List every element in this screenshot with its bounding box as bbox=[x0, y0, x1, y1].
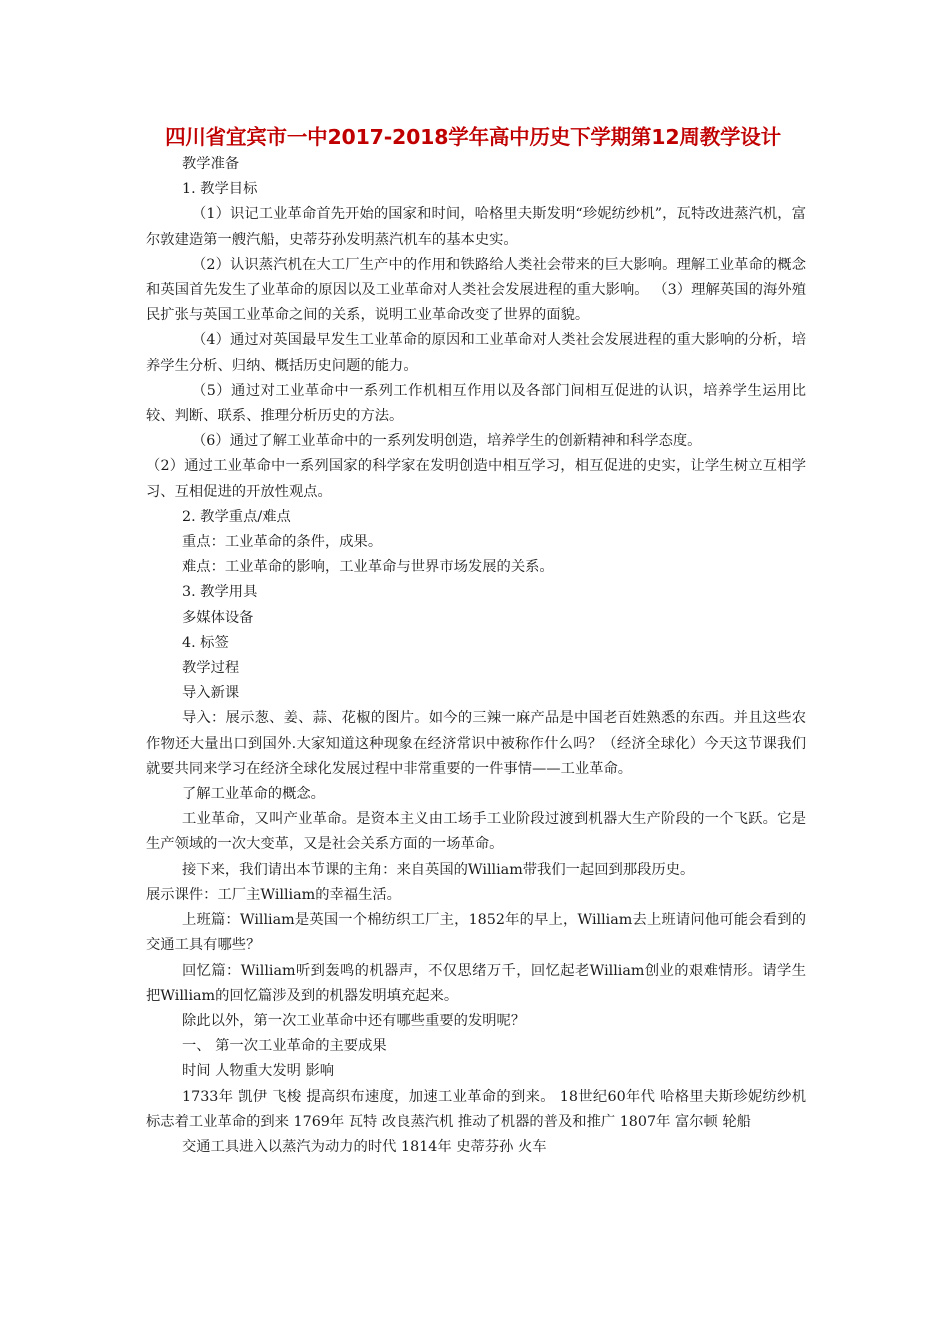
paragraph: 重点：工业革命的条件，成果。 bbox=[182, 534, 383, 551]
paragraph: 展示课件：工厂主William的幸福生活。 bbox=[146, 886, 401, 903]
paragraph: 多媒体设备 bbox=[182, 609, 254, 626]
paragraph: （6）通过了解工业革命中的一系列发明创造，培养学生的创新精神和科学态度。 bbox=[192, 433, 702, 450]
paragraph: 回忆篇：William听到轰鸣的机器声，不仅思绪万千，回忆起老William创业的艰难情形。请学生把William的回忆篇涉及到的机器发明填充起来。 bbox=[146, 962, 806, 1004]
paragraph: 一、 第一次工业革命的主要成果 bbox=[182, 1038, 387, 1055]
paragraph: （5）通过对工业革命中一系列工作机相互作用以及各部门间相互促进的认识，培养学生运用比较、判断、联系、推理分析历史的方法。 bbox=[146, 382, 806, 425]
paragraph: 除此以外，第一次工业革命中还有哪些重要的发明呢？ bbox=[182, 1012, 526, 1029]
paragraph: （2）认识蒸汽机在大工厂生产中的作用和铁路给人类社会带来的巨大影响。理解工业革命的概念和英国首先发生了业革命的原因以及工业革命对人类社会发展进程的重大影响。 （3）理解英国的海外殖民扩张与英国工业革命之间的关系，说明工业革命改变了世界的面貌。 bbox=[146, 256, 806, 324]
paragraph: 时间 人物重大发明 影响 bbox=[182, 1063, 335, 1080]
paragraph: 导入：展示葱、姜、蒜、花椒的图片。如今的三辣一麻产品是中国老百姓熟悉的东西。并且这些农作物还大量出口到国外.大家知道这种现象在经济常识中被称作什么吗？（经济全球化）今天这节课我们就要共同来学习在经济全球化发展过程中非常重要的一件事情——工业革命。 bbox=[146, 710, 806, 777]
paragraph: 3. 教学用具 bbox=[182, 584, 258, 601]
document-title: 四川省宜宾市一中2017-2018学年高中历史下学期第12周教学设计 bbox=[165, 125, 781, 149]
paragraph: 4. 标签 bbox=[182, 634, 229, 651]
paragraph: （2）通过工业革命中一系列国家的科学家在发明创造中相互学习，相互促进的史实，让学生树立互相学习、互相促进的开放性观点。 bbox=[146, 458, 806, 500]
paragraph: （1）识记工业革命首先开始的国家和时间，哈格里夫斯发明“珍妮纺纱机”，瓦特改进蒸汽机，富尔敦建造第一艘汽船，史蒂芬孙发明蒸汽机车的基本史实。 bbox=[146, 206, 806, 248]
paragraph: 2. 教学重点/难点 bbox=[182, 508, 291, 525]
paragraph: 接下来，我们请出本节课的主角：来自英国的William带我们一起回到那段历史。 bbox=[182, 861, 695, 878]
paragraph: （4）通过对英国最早发生工业革命的原因和工业革命对人类社会发展进程的重大影响的分析，培养学生分析、归纳、概括历史问题的能力。 bbox=[146, 332, 806, 374]
paragraph: 教学过程 bbox=[182, 660, 240, 677]
paragraph: 了解工业革命的概念。 bbox=[182, 786, 325, 803]
paragraph: 教学准备 bbox=[182, 156, 240, 172]
paragraph: 导入新课 bbox=[182, 685, 240, 702]
paragraph: 1. 教学目标 bbox=[182, 181, 258, 198]
paragraph: 交通工具进入以蒸汽为动力的时代 1814年 史蒂芬孙 火车 bbox=[182, 1138, 547, 1155]
document-body bbox=[146, 152, 806, 1160]
paragraph: 工业革命，又叫产业革命。是资本主义由工场手工业阶段过渡到机器大生产阶段的一个飞跃。它是生产领域的一次大变革，又是社会关系方面的一场革命。 bbox=[146, 811, 806, 853]
paragraph: 难点：工业革命的影响，工业革命与世界市场发展的关系。 bbox=[182, 559, 554, 576]
paragraph: 上班篇：William是英国一个棉纺织工厂主，1852年的早上，William去上班请问他可能会看到的交通工具有哪些？ bbox=[146, 912, 806, 954]
paragraph: 1733年 凯伊 飞梭 提高织布速度，加速工业革命的到来。 18世纪60年代 哈格里夫斯珍妮纺纱机 标志着工业革命的到来 1769年 瓦特 改良蒸汽机 推动了机器的普及和推广 1807年 富尔顿 轮船 bbox=[146, 1088, 806, 1130]
document-page bbox=[146, 122, 806, 1160]
